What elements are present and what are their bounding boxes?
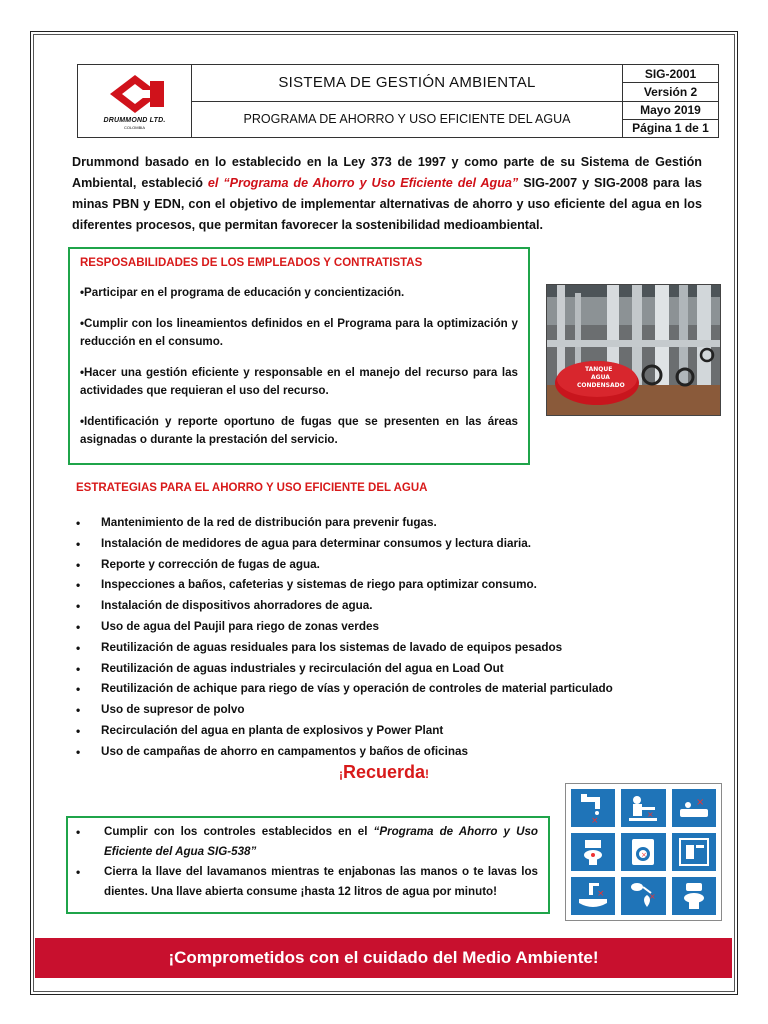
intro-text-1: Drummond basado en lo establecido en la Ley 373 de 1997 y como parte de su Sistema de Gestión Ambiental, estableció xyxy=(72,155,702,190)
document-code: SIG-2001 xyxy=(644,66,697,81)
responsibility-item: •Participar en el programa de educación y concientización. xyxy=(80,286,405,299)
tank-label-2: AGUA xyxy=(591,374,610,381)
list-item: • Reutilización de aguas industriales y recirculación del agua en Load Out xyxy=(76,661,504,676)
faucet-icon xyxy=(571,789,615,827)
list-item: • Recirculación del agua en planta de explosivos y Power Plant xyxy=(76,723,444,738)
svg-text:×: × xyxy=(647,810,655,819)
responsibility-item: •Cumplir con los lineamientos definidos en el Programa para la optimización y reducción en el consumo. xyxy=(80,316,518,348)
svg-text:×: × xyxy=(649,892,657,901)
footer-banner: ¡Comprometidos con el cuidado del Medio Ambiente! xyxy=(35,938,732,978)
document-header xyxy=(77,64,719,138)
responsibilities-title: RESPOSABILIDADES DE LOS EMPLEADOS Y CONTRATISTAS xyxy=(80,257,423,269)
svg-text:×: × xyxy=(597,889,605,899)
bathtub-icon xyxy=(672,789,716,827)
list-item: • Inspecciones a baños, cafeterias y sistemas de riego para optimizar consumo. xyxy=(76,578,537,593)
svg-text:×: × xyxy=(695,797,705,808)
program-title: PROGRAMA DE AHORRO Y USO EFICIENTE DEL AGUA xyxy=(243,112,571,127)
document-date: Mayo 2019 xyxy=(623,101,718,119)
document-page: Página 1 de 1 xyxy=(623,119,718,137)
drummond-logo-icon xyxy=(106,73,164,115)
responsibility-item: •Hacer una gestión eficiente y responsable en el manejo del recurso para las actividades que requieran el uso del recurso. xyxy=(80,365,518,397)
responsibility-item: •Identificación y reporte oportuno de fugas que se presenten en las áreas asignadas o durante la prestación del servicio. xyxy=(80,414,518,446)
list-item: • Reutilización de achique para riego de vías y operación de controles de material particulado xyxy=(76,682,613,697)
company-logo xyxy=(78,65,192,137)
strategies-title: ESTRATEGIAS PARA EL AHORRO Y USO EFICIENTE DEL AGUA xyxy=(76,482,428,494)
document-version: Versión 2 xyxy=(623,82,718,100)
list-item: • Instalación de medidores de agua para determinar consumos y lectura diaria. xyxy=(76,536,531,551)
tank-label-3: CONDENSADO xyxy=(577,382,625,389)
svg-text:×: × xyxy=(591,816,599,825)
reminder-box xyxy=(66,816,550,914)
shower-icon xyxy=(672,833,716,871)
list-item: • Mantenimiento de la red de distribución para prevenir fugas. xyxy=(76,516,437,530)
intro-paragraph xyxy=(72,152,702,236)
responsibilities-box xyxy=(68,247,530,465)
list-item: • Reporte y corrección de fugas de agua. xyxy=(76,557,320,572)
strategies-list xyxy=(76,513,636,763)
list-item: • Uso de campañas de ahorro en campamentos y baños de oficinas xyxy=(76,744,468,759)
intro-text-2: SIG-2007 y SIG-2008 para las minas PBN y EDN, con el objetivo de implementar alternativas de ahorro y uso eficiente del agua en los diferentes procesos, que permitan favorecer la sostenibilidad medioambiental. xyxy=(72,176,702,232)
list-item: • Uso de supresor de polvo xyxy=(76,703,245,718)
list-item: • Instalación de dispositivos ahorradores de agua. xyxy=(76,599,373,614)
washing-machine-icon xyxy=(621,833,665,871)
svg-text:×: × xyxy=(641,851,648,859)
company-name: DRUMMOND LTD. xyxy=(103,116,166,124)
washing-hands-icon xyxy=(621,789,665,827)
list-item: • Uso de agua del Paujil para riego de zonas verdes xyxy=(76,619,379,634)
water-saving-icons xyxy=(565,783,722,921)
sink-icon xyxy=(571,877,615,915)
system-title: SISTEMA DE GESTIÓN AMBIENTAL xyxy=(278,74,536,92)
tank-label-1: TANQUE xyxy=(585,366,613,373)
condensed-water-tank-photo xyxy=(546,284,721,416)
list-item: • Cierra la llave del lavamanos mientras te enjabonas las manos o te lavas los dientes. Una llave abierta consume ¡hasta 12 litros de agua por minuto! xyxy=(76,865,538,898)
watering-plant-icon xyxy=(621,877,665,915)
list-item: • Cumplir con los controles establecidos en el “Programa de Ahorro y Uso Eficiente del Agua SIG-538” xyxy=(76,825,538,858)
toilet-tank-icon xyxy=(672,877,716,915)
company-country: COLOMBIA xyxy=(123,124,146,130)
intro-highlight: el “Programa de Ahorro y Uso Eficiente del Agua” xyxy=(207,176,519,190)
list-item: • Reutilización de aguas residuales para los sistemas de lavado de equipos pesados xyxy=(76,640,563,655)
toilet-icon xyxy=(571,833,615,871)
reminder-heading: ¡Recuerda! xyxy=(338,762,430,782)
